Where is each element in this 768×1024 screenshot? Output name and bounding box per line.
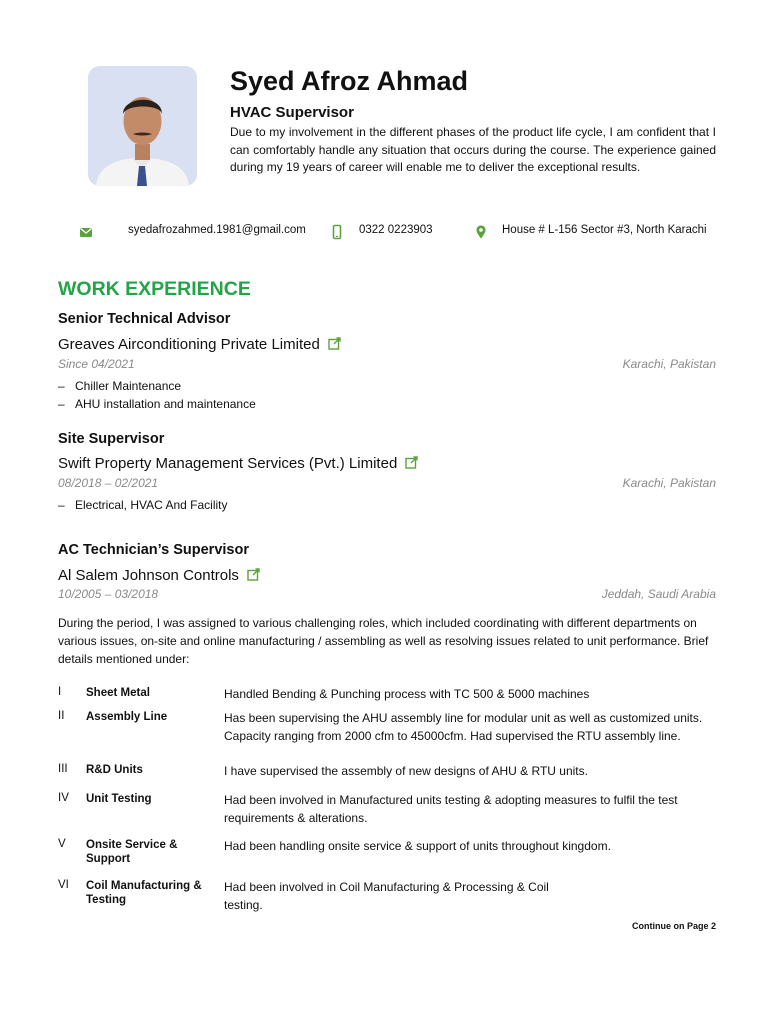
detail-description: Had been involved in Manufactured units testing & adopting measures to fulfil the test requirements & alterations.	[224, 793, 678, 825]
job-dates: 08/2018 – 02/2021	[58, 476, 159, 490]
profile-summary: Due to my involvement in the different phases of the product life cycle, I am confident that I can comfortably handle any situation that occurs during the course. The experience gained during my 19 years of career will enable me to deliver the exceptional results.	[230, 125, 716, 174]
envelope-icon	[78, 224, 94, 240]
phone-number: 0322 0223903	[359, 224, 433, 236]
job-dates: Since 04/2021	[58, 357, 135, 371]
profile-photo-illustration	[88, 66, 197, 186]
detail-label: R&D Units	[86, 764, 143, 776]
detail-description: Had been handling onsite service & support of units throughout kingdom.	[224, 839, 611, 853]
company-name-text: Swift Property Management Services (Pvt.) Limited	[58, 455, 398, 472]
candidate-role: HVAC Supervisor	[230, 104, 354, 121]
detail-description: Has been supervising the AHU assembly line for modular unit as well as customized units. Capacity ranging from 2000 cfm to 45000cfm. Had supervised the RTU assembly line.	[224, 711, 703, 743]
bullet-text: Chiller Maintenance	[75, 379, 182, 393]
job-dates: 10/2005 – 03/2018	[58, 587, 159, 601]
bullet-item: – Chiller Maintenance	[58, 379, 182, 393]
job-location: Jeddah, Saudi Arabia	[601, 587, 716, 601]
address: House # L-156 Sector #3, North Karachi	[502, 224, 707, 236]
detail-number: IV	[58, 792, 69, 804]
bullet-text: AHU installation and maintenance	[75, 397, 256, 411]
location-pin-icon	[473, 224, 489, 240]
detail-number: V	[58, 838, 66, 850]
external-link-icon[interactable]	[247, 568, 260, 585]
company-name	[58, 455, 418, 473]
company-name-text: Greaves Airconditioning Private Limited	[58, 336, 320, 353]
bullet-text: Electrical, HVAC And Facility	[75, 498, 228, 512]
detail-description: I have supervised the assembly of new designs of AHU & RTU units.	[224, 764, 588, 778]
continue-note: Continue on Page 2	[631, 921, 716, 931]
detail-label: Assembly Line	[86, 711, 168, 723]
detail-label: Coil Manufacturing & Testing	[86, 880, 202, 906]
external-link-icon[interactable]	[328, 337, 341, 354]
profile-photo	[88, 66, 197, 186]
job-title: AC Technician’s Supervisor	[58, 542, 249, 558]
bullet-item: – Electrical, HVAC And Facility	[58, 498, 228, 512]
detail-label: Sheet Metal	[86, 687, 150, 699]
job-description: During the period, I was assigned to various challenging roles, which included coordinating with different departments on various issues, on-site and online manufacturing / assembling as well as resolving issues related to unit performance. Brief details mentioned under:	[58, 616, 709, 666]
detail-number: II	[58, 710, 65, 722]
company-name-text: Al Salem Johnson Controls	[58, 567, 239, 584]
phone-icon	[329, 224, 345, 240]
detail-description: Had been involved in Coil Manufacturing & Processing & Coil testing.	[224, 880, 549, 912]
detail-number: III	[58, 763, 68, 775]
job-title: Site Supervisor	[58, 431, 165, 447]
bullet-item: – AHU installation and maintenance	[58, 397, 256, 411]
company-name	[58, 336, 341, 354]
job-title: Senior Technical Advisor	[58, 311, 231, 327]
email-link[interactable]: syedafrozahmed.1981@gmail.com	[128, 224, 306, 236]
job-location: Karachi, Pakistan	[622, 357, 716, 371]
company-name	[58, 567, 260, 585]
detail-label: Onsite Service & Support	[86, 839, 178, 865]
detail-description: Handled Bending & Punching process with TC 500 & 5000 machines	[224, 687, 590, 701]
detail-number: VI	[58, 879, 69, 891]
candidate-name: Syed Afroz Ahmad	[230, 66, 469, 96]
detail-label: Unit Testing	[86, 793, 152, 805]
job-location: Karachi, Pakistan	[622, 476, 716, 490]
work-experience-heading: WORK EXPERIENCE	[58, 278, 251, 300]
external-link-icon[interactable]	[405, 456, 418, 473]
detail-number: I	[58, 686, 62, 698]
